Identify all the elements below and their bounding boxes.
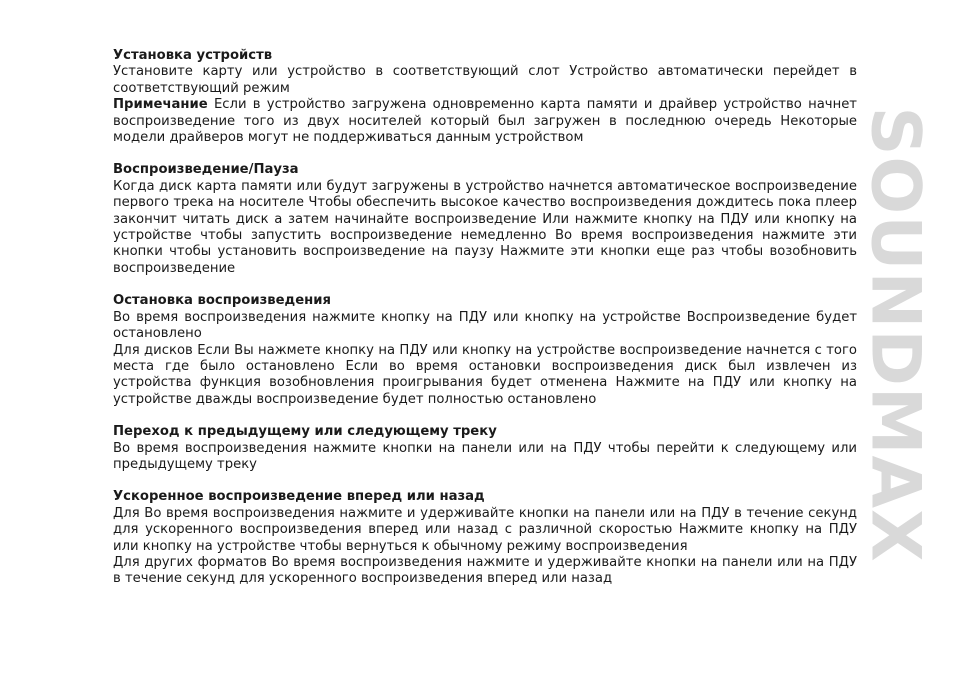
- note-paragraph: [113, 97, 857, 146]
- section-play-pause: [113, 162, 857, 277]
- paragraph-text: Во время воспроизведения нажмите кнопку на ПДУ или кнопку на устройстве Воспроизведение будет остановлено: [113, 309, 857, 342]
- section-heading: Воспроизведение/Пауза: [113, 162, 299, 178]
- note-label: Примечание: [113, 97, 208, 113]
- paragraph: [113, 506, 857, 555]
- section-device-install: [113, 48, 857, 146]
- paragraph: [113, 310, 857, 343]
- paragraph-text: Если в устройство загружена одновременно карта памяти и драйвер устройство начнет воспроизведение того из двух носителей который был загружен в последнюю очередь Некоторые модели драйверов могут не поддерживаться данным устройством: [113, 97, 857, 146]
- brand-logo-text: SOUNDMAX: [855, 105, 935, 563]
- paragraph-text: Для других форматов Во время воспроизведения нажмите и удерживайте кнопки на панели или на ПДУ в течение секунд для ускоренного воспроизведения вперед или назад: [113, 554, 857, 587]
- section-heading: Установка устройств: [113, 48, 273, 63]
- paragraph-text: Во время воспроизведения нажмите кнопки на панели или на ПДУ чтобы перейти к следующему или предыдущему треку: [113, 440, 857, 472]
- section-prev-next-track: [113, 424, 857, 473]
- section-stop-playback: [113, 293, 857, 408]
- manual-page: [113, 48, 857, 604]
- brand-logo: [855, 48, 935, 620]
- section-heading: Остановка воспроизведения: [113, 293, 331, 309]
- paragraph-text: Когда диск карта памяти или будут загружены в устройство начнется автоматическое воспроизведение первого трека на носителе Чтобы обеспечить высокое качество воспроизведения дождитесь пока плеер закончит читать диск а затем начинайте воспроизведение Или нажмите кнопку на ПДУ или кнопку на устройстве чтобы запустить воспроизведение немедленно Во время воспроизведения нажмите эти кнопки чтобы установить воспроизведение на паузу Нажмите эти кнопки еще раз чтобы возобновить воспроизведение: [113, 178, 857, 276]
- paragraph: [113, 64, 857, 97]
- section-heading: Ускоренное воспроизведение вперед или назад: [113, 489, 485, 505]
- paragraph-text: Установите карту или устройство в соответствующий слот Устройство автоматически перейдет в соответствующий режим: [113, 64, 857, 96]
- paragraph: [113, 555, 857, 588]
- paragraph-text: Для дисков Если Вы нажмете кнопку на ПДУ или кнопку на устройстве воспроизведение начнется с того места где было остановлено Если во время остановки воспроизведения диск был извлечен из устройства функция возобновления проигрывания будет отменена Нажмите на ПДУ или кнопку на устройстве дважды воспроизведение будет полностью остановлено: [113, 342, 857, 407]
- paragraph: [113, 441, 857, 474]
- section-fast-forward-rewind: [113, 489, 857, 587]
- paragraph: [113, 343, 857, 409]
- section-heading: Переход к предыдущему или следующему треку: [113, 424, 497, 440]
- paragraph-text: Для Во время воспроизведения нажмите и удерживайте кнопки на панели или на ПДУ в течение секунд для ускоренного воспроизведения вперед или назад с различной скоростью Нажмите кнопку на ПДУ или кнопку на устройстве чтобы вернуться к обычному режиму воспроизведения: [113, 505, 857, 554]
- paragraph: [113, 179, 857, 277]
